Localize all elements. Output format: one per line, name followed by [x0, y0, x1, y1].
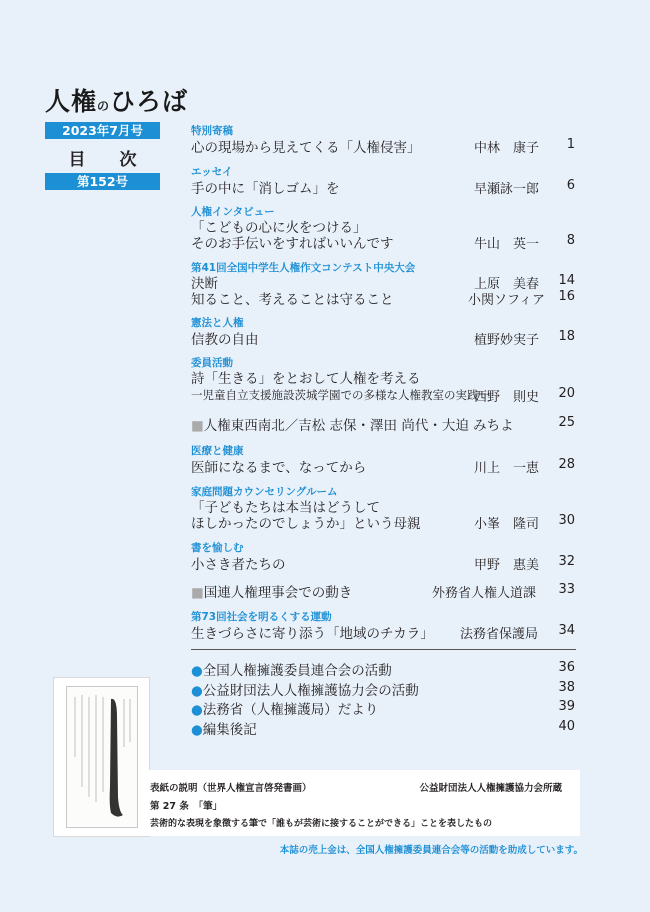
- category-label: 医療と健康: [191, 445, 244, 457]
- cover-artwork-thumbnail: [53, 677, 150, 837]
- category-label: 憲法と人権: [191, 317, 244, 329]
- entry-author: 牛山 英一: [474, 237, 540, 252]
- entry-title[interactable]: 詩「生きる」をとおして人権を考える: [191, 371, 421, 387]
- caption-owner: 公益財団法人人権擁護協力会所蔵: [419, 783, 562, 794]
- entry-subtitle[interactable]: 一児童自立支援施設茨城学園での多様な人権教室の実践一: [191, 388, 490, 402]
- entry-author: 西野 則史: [474, 390, 540, 405]
- category-label: 家庭問題カウンセリングルーム: [191, 486, 338, 498]
- toc-title: 目 次: [68, 150, 151, 170]
- issue-number-badge: 第152号: [45, 173, 160, 190]
- bullet-title: 全国人権擁護委員連合会の活動: [202, 663, 392, 679]
- bullet-item[interactable]: [191, 679, 419, 699]
- logo-text-main: 人権: [45, 87, 98, 116]
- entry-page: 16: [558, 289, 575, 304]
- bullet-item[interactable]: [191, 718, 257, 738]
- logo-text-rest: ひろば: [110, 87, 189, 116]
- entry-page: 25: [558, 415, 575, 430]
- entry-title[interactable]: ほしかったのでしょうか」という母親: [191, 516, 421, 532]
- entry-title[interactable]: 「こどもの心に火をつける」: [191, 220, 367, 236]
- entry-author: 早瀬詠一郎: [474, 182, 540, 197]
- issue-date-badge: 2023年7月号: [45, 122, 160, 139]
- entry-title[interactable]: 生きづらさに寄り添う「地域のチカラ」: [191, 626, 434, 642]
- entry-page: 40: [558, 719, 575, 734]
- entry-title[interactable]: [191, 414, 514, 434]
- square-marker-icon: ■: [191, 585, 204, 601]
- caption-article: 第 27 条 「筆」: [150, 801, 223, 812]
- entry-author: 植野妙実子: [474, 333, 540, 348]
- entry-page: 39: [558, 699, 575, 714]
- bullet-icon: ●: [191, 663, 203, 679]
- category-label: 第41回全国中学生人権作文コンテスト中央大会: [191, 262, 416, 274]
- bullet-icon: ●: [191, 722, 203, 738]
- entry-author: 法務省保護局: [460, 627, 539, 642]
- category-label: エッセイ: [191, 166, 233, 178]
- calligraphy-sheet: [66, 686, 138, 828]
- bullet-item[interactable]: [191, 659, 392, 679]
- category-label: 人権インタビュー: [191, 206, 275, 218]
- entry-author: 上原 美春: [474, 277, 540, 292]
- footer-note: 本誌の売上金は、全国人権擁護委員連合会等の活動を助成しています。: [279, 845, 583, 856]
- entry-page: 6: [566, 178, 575, 193]
- entry-title-text: 人権東西南北／吉松 志保・澤田 尚代・大迫 みちよ: [203, 418, 514, 434]
- category-label: 第73回社会を明るくする運動: [191, 611, 332, 623]
- bullet-icon: ●: [191, 702, 203, 718]
- calligraphy-brush-icon: [67, 687, 137, 827]
- entry-title[interactable]: 手の中に「消しゴム」を: [191, 181, 340, 197]
- entry-page: 33: [558, 582, 575, 597]
- entry-title[interactable]: 「子どもたちは本当はどうして: [191, 500, 380, 516]
- entry-author: 小峯 隆司: [474, 517, 540, 532]
- entry-page: 30: [558, 513, 575, 528]
- entry-title[interactable]: [191, 581, 352, 601]
- entry-page: 8: [566, 233, 575, 248]
- caption-title: 表紙の説明（世界人権宣言啓発書画）: [150, 783, 312, 794]
- entry-title[interactable]: そのお手伝いをすればいいんです: [191, 236, 394, 252]
- square-marker-icon: ■: [191, 418, 204, 434]
- category-label: 書を愉しむ: [191, 542, 244, 554]
- entry-page: 36: [558, 660, 575, 675]
- category-label: 特別寄稿: [191, 125, 233, 137]
- entry-page: 38: [558, 680, 575, 695]
- entry-title[interactable]: 決断: [191, 276, 218, 292]
- entry-author: 川上 一恵: [474, 461, 540, 476]
- entry-title[interactable]: 心の現場から見えてくる「人権侵害」: [191, 140, 421, 156]
- magazine-logo: [45, 82, 188, 118]
- entry-title-text: 国連人権理事会での動き: [203, 585, 353, 601]
- entry-author: 小関ソフィア: [468, 293, 545, 308]
- bullet-icon: ●: [191, 683, 203, 699]
- bullet-title: 公益財団法人人権擁護協力会の活動: [202, 683, 419, 699]
- entry-page: 34: [558, 623, 575, 638]
- category-label: 委員活動: [191, 357, 233, 369]
- bullet-title: 法務省（人権擁護局）だより: [202, 702, 379, 718]
- entry-title[interactable]: 信教の自由: [191, 332, 259, 348]
- divider: [191, 649, 576, 650]
- cover-caption: [140, 770, 580, 836]
- entry-page: 1: [566, 137, 575, 152]
- entry-page: 18: [558, 329, 575, 344]
- entry-title[interactable]: 知ること、考えることは守ること: [191, 292, 394, 308]
- entry-page: 32: [558, 554, 575, 569]
- logo-text-small: の: [97, 99, 111, 113]
- entry-author: 中林 康子: [474, 141, 540, 156]
- caption-description: 芸術的な表現を象徴する筆で「誰もが芸術に接することができる」ことを表したもの: [150, 819, 493, 829]
- entry-title[interactable]: 医師になるまで、なってから: [191, 460, 367, 476]
- bullet-item[interactable]: [191, 698, 378, 718]
- bullet-title: 編集後記: [202, 722, 257, 738]
- entry-page: 14: [558, 273, 575, 288]
- entry-title[interactable]: 小さき者たちの: [191, 557, 286, 573]
- entry-page: 20: [558, 386, 575, 401]
- entry-author: 甲野 惠美: [474, 558, 540, 573]
- entry-author: 外務省人権人道課: [432, 586, 537, 601]
- entry-page: 28: [558, 457, 575, 472]
